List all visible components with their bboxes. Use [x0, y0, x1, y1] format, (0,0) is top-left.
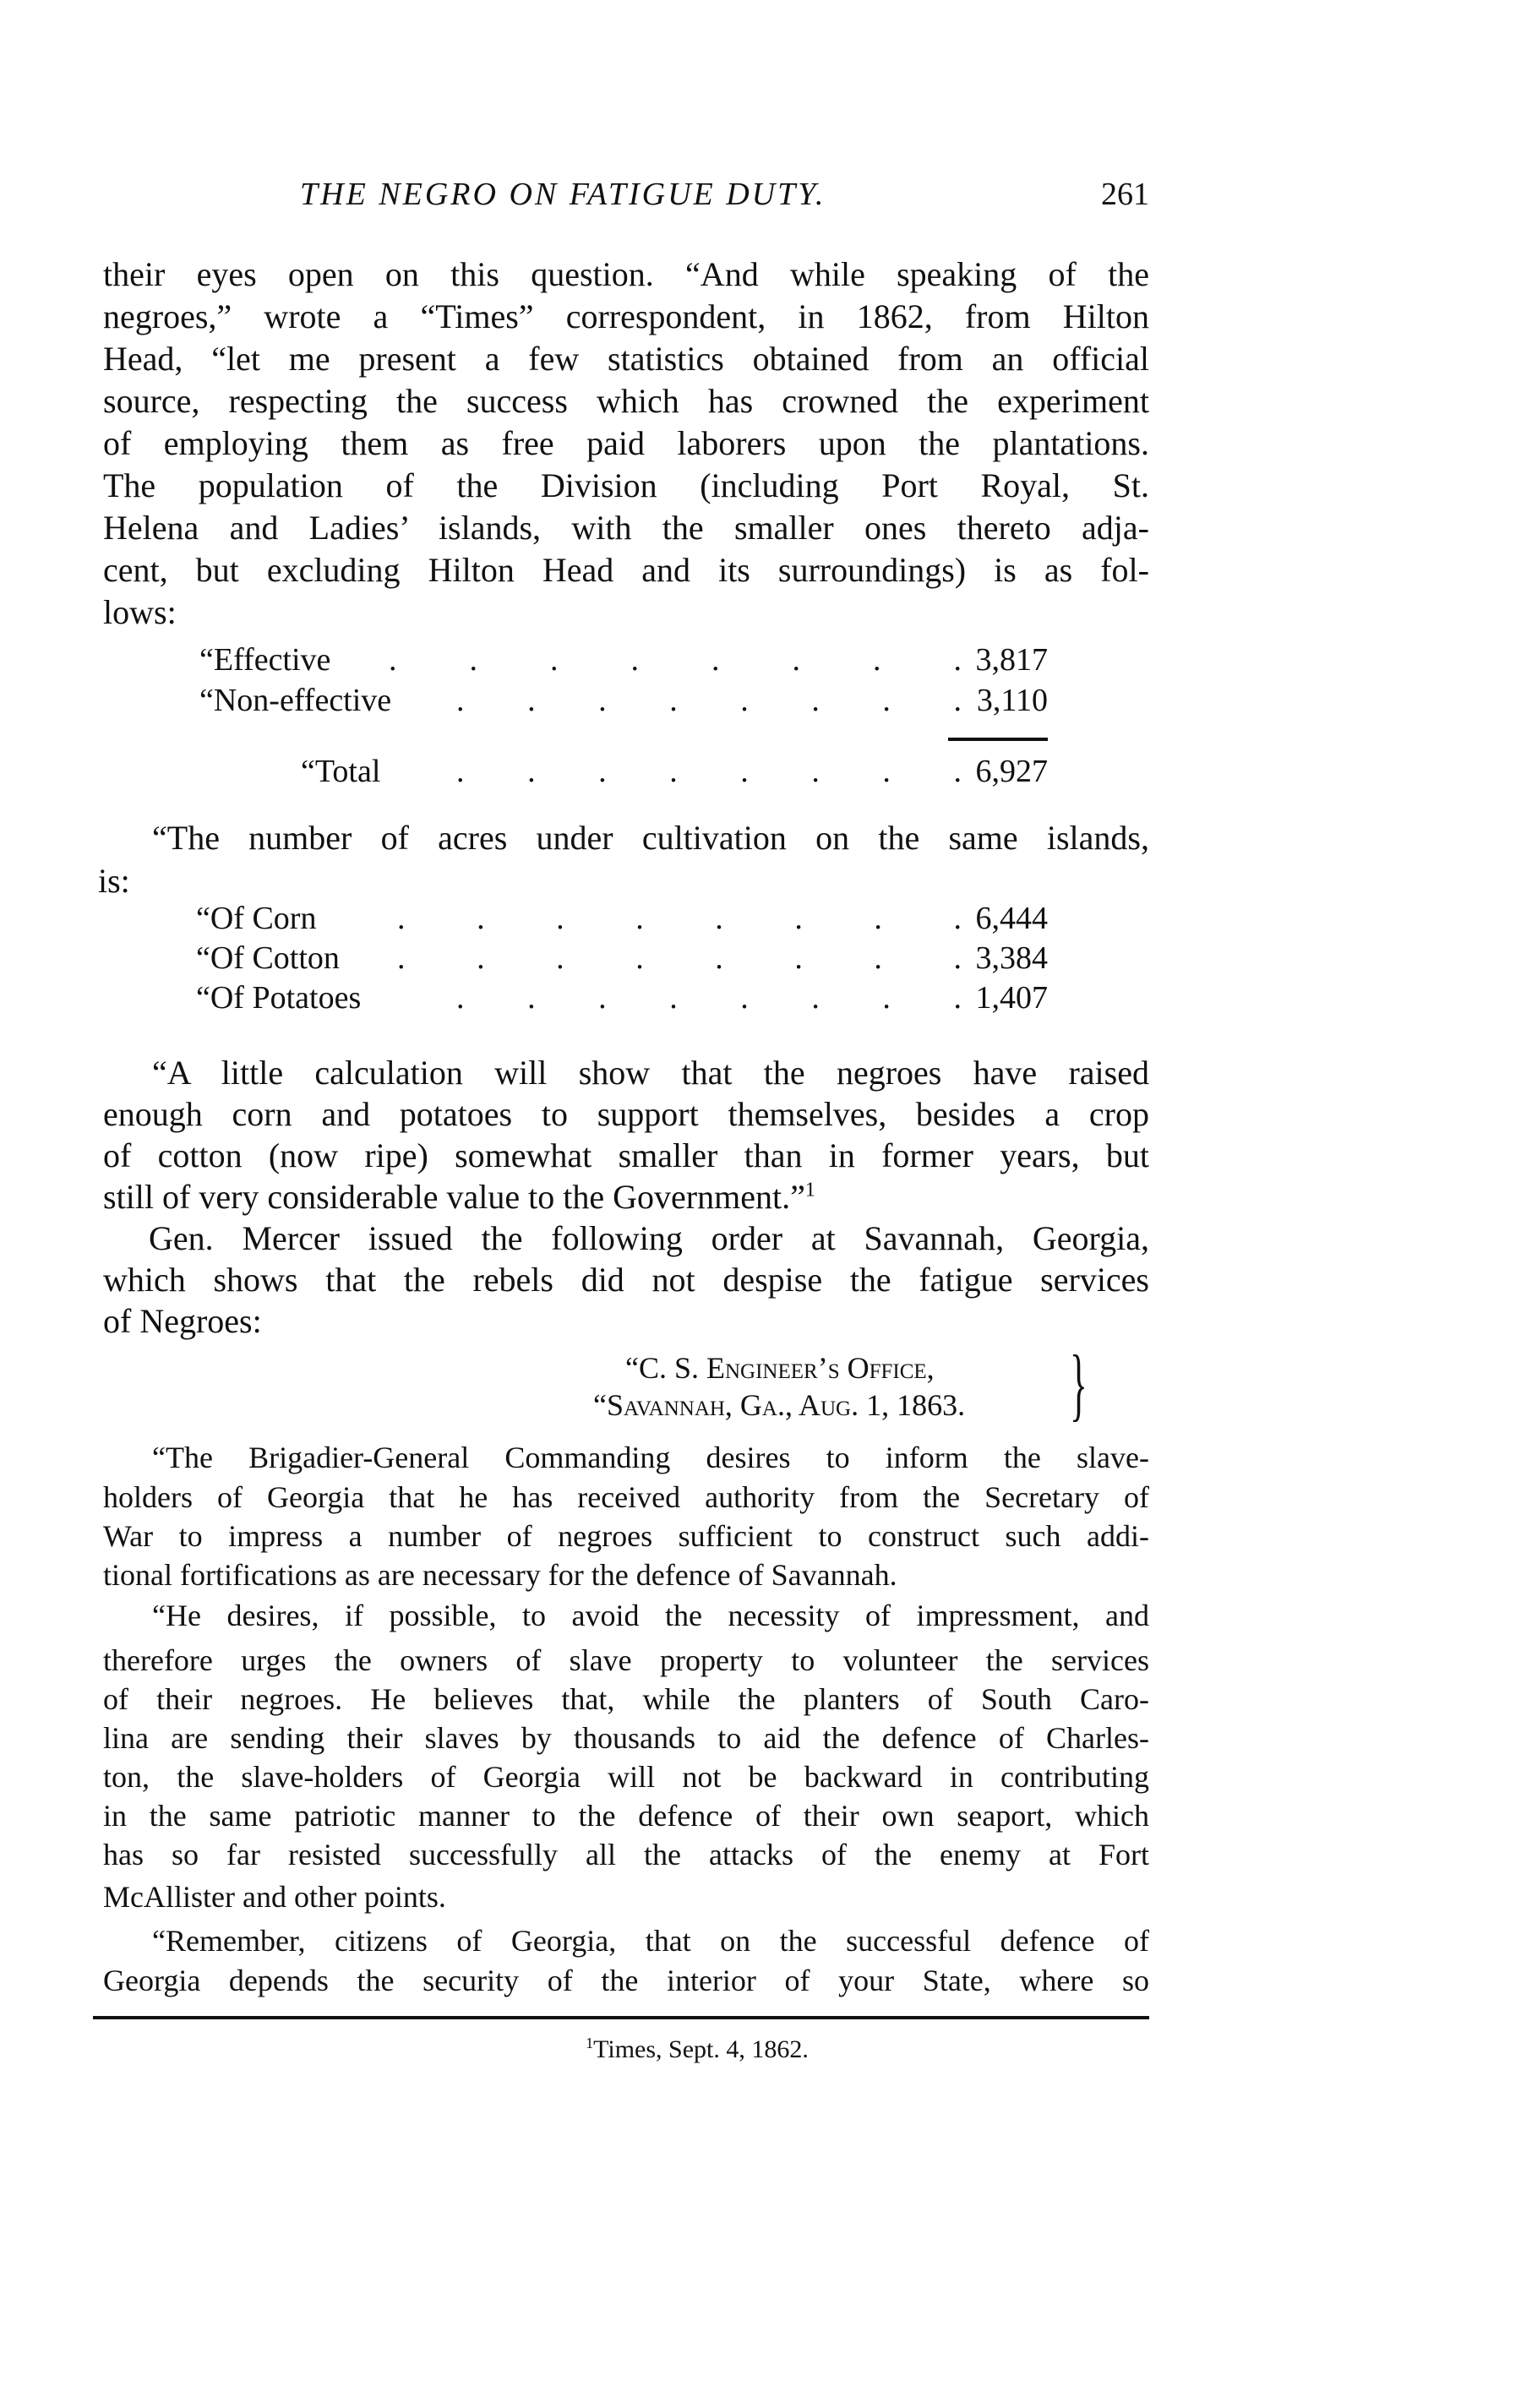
- text-line: Gen. Mercer issued the following order at Savannah, Georgia,: [149, 1219, 1149, 1257]
- text-line: their eyes open on this question. “And while speaking of the: [103, 255, 1149, 293]
- text-line: tional fortifications as are necessary for the defence of Savannah.: [103, 1558, 897, 1592]
- text-line: source, respecting the success which has crowned the experiment: [103, 382, 1149, 420]
- table-row-label: “Non-effective: [199, 683, 392, 718]
- footnote-rule: [93, 2016, 1149, 2019]
- table-row-label: “Of Potatoes: [196, 980, 362, 1016]
- text-line-content: still of very considerable value to the Government.”: [103, 1178, 805, 1216]
- text-line: The population of the Division (including Port Royal, St.: [103, 466, 1149, 504]
- table-row-label: “Of Corn: [196, 901, 317, 936]
- text-line: therefore urges the owners of slave property to volunteer the services: [103, 1643, 1149, 1677]
- dot-leader: . . . . . . . .: [456, 683, 962, 718]
- text-line: enough corn and potatoes to support themselves, besides a crop: [103, 1095, 1149, 1133]
- table-row-value: 3,384: [975, 940, 1048, 976]
- text-line: negroes,” wrote a “Times” correspondent, in 1862, from Hilton: [103, 297, 1149, 335]
- sum-rule: [948, 738, 1048, 741]
- text-line: lows:: [103, 593, 177, 631]
- running-head: [300, 176, 1149, 213]
- footnote-marker: 1: [586, 2035, 594, 2051]
- text-line: “Remember, citizens of Georgia, that on the successful defence of: [152, 1924, 1149, 1958]
- table-row-value: 6,444: [975, 901, 1048, 936]
- table-total-label: “Total: [301, 754, 381, 789]
- text-line: is:: [98, 862, 130, 900]
- text-line: has so far resisted successfully all the attacks of the enemy at Fort: [103, 1838, 1149, 1871]
- table-row-label: “Of Cotton: [196, 940, 340, 976]
- running-head-title: THE NEGRO ON FATIGUE DUTY.: [300, 177, 826, 212]
- text-line: “The number of acres under cultivation on the same islands,: [152, 819, 1149, 857]
- footnote-ref: 1: [804, 1179, 815, 1201]
- text-line: Georgia depends the security of the interior of your State, where so: [103, 1964, 1149, 1997]
- table-total-value: 6,927: [975, 754, 1048, 789]
- text-line: [103, 1176, 1149, 1218]
- dot-leader: . . . . . . . .: [456, 754, 962, 789]
- footnote-text: Times, Sept. 4, 1862.: [593, 2035, 809, 2063]
- footnote-content: [586, 2035, 809, 2063]
- dot-leader: . . . . . . . .: [397, 901, 962, 936]
- text-line: “He desires, if possible, to avoid the necessity of impressment, and: [152, 1599, 1149, 1632]
- text-line: of employing them as free paid laborers upon the plantations.: [103, 424, 1149, 462]
- text-line: holders of Georgia that he has received authority from the Secretary of: [103, 1480, 1149, 1514]
- text-line: cent, but excluding Hilton Head and its surroundings) is as fol-: [103, 551, 1149, 589]
- table-row-value: 3,817: [975, 642, 1048, 678]
- text-line: War to impress a number of negroes sufficient to construct such addi-: [103, 1519, 1149, 1553]
- table-row-label: “Effective: [199, 642, 331, 678]
- table-row-value: 3,110: [976, 683, 1048, 718]
- text-line: of cotton (now ripe) somewhat smaller than in former years, but: [103, 1136, 1149, 1174]
- text-line: of Negroes:: [103, 1302, 262, 1340]
- text-line: McAllister and other points.: [103, 1880, 446, 1914]
- letter-heading-date: “Savannah, Ga., Aug. 1, 1863.: [593, 1388, 966, 1422]
- dot-leader: . . . . . . . .: [456, 980, 962, 1016]
- letter-heading-office: “C. S. Engineer’s Office,: [625, 1351, 935, 1385]
- text-line: which shows that the rebels did not despise the fatigue services: [103, 1261, 1149, 1299]
- text-line: Head, “let me present a few statistics obtained from an official: [103, 340, 1149, 378]
- dot-leader: . . . . . . . .: [389, 642, 962, 678]
- text-line: ton, the slave-holders of Georgia will not be backward in contributing: [103, 1760, 1149, 1794]
- dot-leader: . . . . . . . .: [397, 940, 962, 976]
- table-row-value: 1,407: [975, 980, 1048, 1016]
- text-line: of their negroes. He believes that, while the planters of South Caro-: [103, 1682, 1149, 1716]
- footnote: [0, 2035, 1521, 2065]
- text-line: in the same patriotic manner to the defence of their own seaport, which: [103, 1799, 1149, 1833]
- text-line: “The Brigadier-General Commanding desires to inform the slave-: [152, 1441, 1149, 1474]
- text-line: Helena and Ladies’ islands, with the smaller ones thereto adja-: [103, 509, 1149, 547]
- text-line: “A little calculation will show that the negroes have raised: [152, 1054, 1149, 1092]
- brace-glyph: }: [1070, 1338, 1088, 1429]
- page-number: 261: [1101, 177, 1149, 212]
- text-line: lina are sending their slaves by thousands to aid the defence of Charles-: [103, 1721, 1149, 1755]
